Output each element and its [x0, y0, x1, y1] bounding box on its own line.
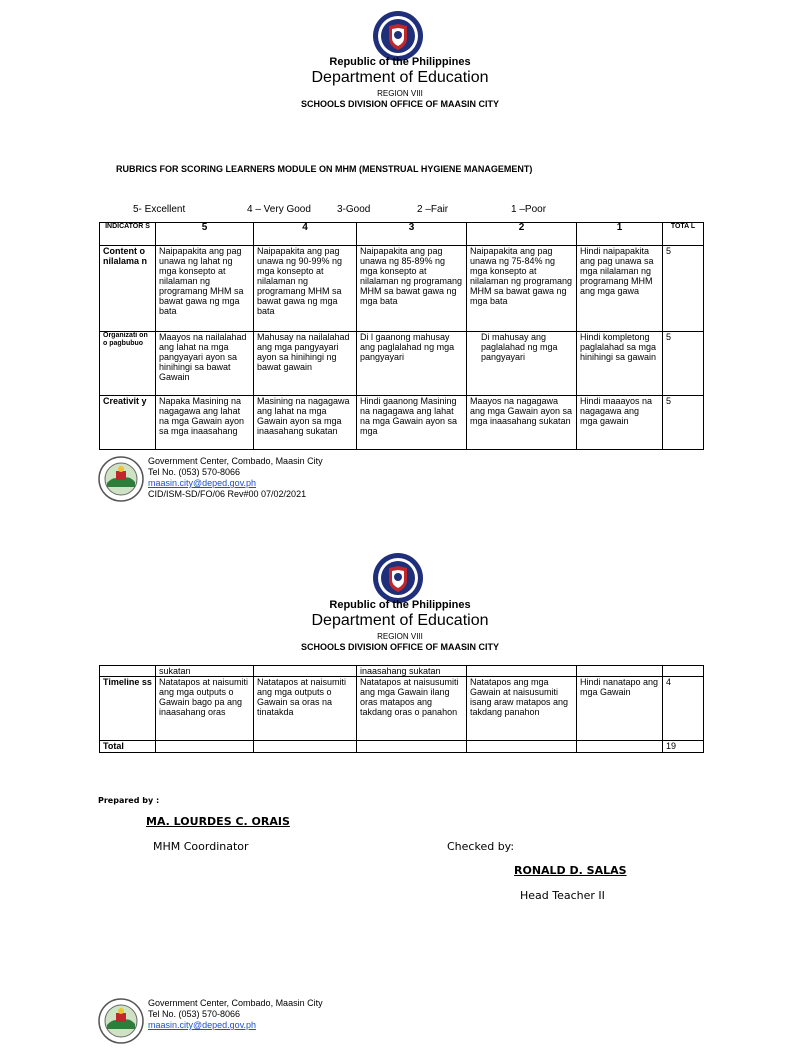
checked-by-label: Checked by:	[447, 840, 515, 853]
region-label: REGION VIII	[377, 632, 423, 641]
table-cell: Hindi kompletong paglalahad sa mga hinihingi sa gawain	[577, 332, 663, 396]
footer-address: Government Center, Combado, Maasin City	[148, 998, 323, 1008]
header-score-3: 3	[357, 223, 467, 246]
rubric-table-continued	[99, 665, 704, 753]
criterion-cell: Organizati on o pagbubuo	[100, 332, 156, 396]
division-label: SCHOOLS DIVISION OFFICE OF MAASIN CITY	[300, 99, 499, 109]
table-cell: inaasahang sukatan	[357, 666, 467, 677]
total-cell: 5	[663, 332, 704, 396]
table-cell: Natatapos ang mga Gawain at naisusumiti isang araw matapos ang takdang panahon	[467, 677, 577, 741]
table-cell: Natatapos at naisumiti ang mga outputs o Gawain sa oras na tinatakda	[254, 677, 357, 741]
table-row-continued	[100, 666, 704, 677]
table-cell: Natatapos at naisusumiti ang mga Gawain ilang oras matapos ang takdang oras o panahon	[357, 677, 467, 741]
table-cell: Di mahusay ang paglalahad ng mga pangyayari	[467, 332, 577, 396]
total-row-label: Total	[100, 741, 156, 753]
total-cell: 5	[663, 246, 704, 332]
table-header-row	[100, 223, 704, 246]
table-cell: Hindi maaayos na nagagawa ang mga gawain	[577, 396, 663, 450]
scale-fair: 2 –Fair	[417, 204, 449, 215]
table-row	[100, 246, 704, 332]
table-cell: Maayos na nagagawa ang mga Gawain ayon sa mga inaasahang sukatan	[467, 396, 577, 450]
deped-seal	[372, 552, 424, 604]
grand-total-cell: 19	[663, 741, 704, 753]
checker-name: RONALD D. SALAS	[514, 864, 627, 877]
total-row	[100, 741, 704, 753]
table-cell: Naipapakita ang pag unawa ng 85-89% ng mga konsepto at nilalaman ng programang MHM sa bawat gawa ng mga bata	[357, 246, 467, 332]
table-cell: Naipapakita ang pag unawa ng 90-99% ng mga konsepto at nilalaman ng programang MHM sa bawat gawa ng mga bata	[254, 246, 357, 332]
preparer-title: MHM Coordinator	[153, 840, 249, 853]
table-cell: Hindi gaanong Masining na nagagawa ang lahat na mga Gawain ayon sa mga	[357, 396, 467, 450]
table-row	[100, 396, 704, 450]
table-cell: Di l gaanong mahusay ang paglalahad ng mga pangyayari	[357, 332, 467, 396]
sdo-logo	[98, 998, 144, 1044]
table-cell: Hindi naipapakita ang pag unawa sa mga nilalaman ng programang MHM ang mga gawa	[577, 246, 663, 332]
header-score-5: 5	[156, 223, 254, 246]
header-score-2: 2	[467, 223, 577, 246]
table-row	[100, 677, 704, 741]
scale-poor: 1 –Poor	[511, 204, 547, 215]
department-label: Department of Education	[311, 612, 489, 629]
table-cell: Napaka Masining na nagagawa ang lahat na mga Gawain ayon sa mga inaasahang	[156, 396, 254, 450]
table-cell: Natatapos at naisumiti ang mga outputs o Gawain bago pa ang inaasahang oras	[156, 677, 254, 741]
footer-address: Government Center, Combado, Maasin City	[148, 456, 323, 466]
footer-email-link[interactable]: maasin.city@deped.gov.ph	[148, 1020, 257, 1030]
header-score-4: 4	[254, 223, 357, 246]
header-score-1: 1	[577, 223, 663, 246]
criterion-cell: Content o nilalama n	[100, 246, 156, 332]
table-cell: Masining na nagagawa ang lahat na mga Gawain ayon sa mga inaasahang sukatan	[254, 396, 357, 450]
department-label: Department of Education	[311, 69, 489, 86]
table-cell: Naipapakita ang pag unawa ng 75-84% ng mga konsepto at nilalaman ng programang MHM sa bawat gawa ng mga bata	[467, 246, 577, 332]
total-cell: 5	[663, 396, 704, 450]
scale-very-good: 4 – Very Good	[247, 204, 311, 215]
scale-good: 3-Good	[337, 204, 371, 215]
region-label: REGION VIII	[377, 89, 423, 98]
division-label: SCHOOLS DIVISION OFFICE OF MAASIN CITY	[300, 642, 499, 652]
table-cell: Mahusay na nailalahad ang mga pangyayari ayon sa hinihingi ng bawat gawain	[254, 332, 357, 396]
header-total: TOTA L	[663, 223, 704, 246]
preparer-name: MA. LOURDES C. ORAIS	[146, 815, 290, 828]
checker-title: Head Teacher II	[520, 889, 605, 902]
criterion-cell: Timeline ss	[100, 677, 156, 741]
table-cell: sukatan	[156, 666, 254, 677]
table-cell: Hindi nanatapo ang mga Gawain	[577, 677, 663, 741]
rubric-table	[99, 222, 704, 450]
criterion-cell: Creativit y	[100, 396, 156, 450]
total-cell: 4	[663, 677, 704, 741]
footer-email-link[interactable]: maasin.city@deped.gov.ph	[148, 478, 257, 488]
page-footer	[98, 998, 398, 1030]
header-indicators: INDICATOR S	[100, 223, 156, 246]
republic-label: Republic of the Philippines	[329, 56, 471, 68]
rubric-title: RUBRICS FOR SCORING LEARNERS MODULE ON MHM (MENSTRUAL HYGIENE MANAGEMENT)	[116, 164, 533, 174]
footer-doc-code: CID/ISM-SD/FO/06 Rev#00 07/02/2021	[148, 489, 307, 499]
republic-label: Republic of the Philippines	[329, 599, 471, 611]
scale-excellent: 5- Excellent	[133, 204, 186, 215]
prepared-by-label: Prepared by :	[98, 796, 160, 805]
sdo-logo	[98, 456, 144, 502]
footer-tel: Tel No. (053) 570-8066	[148, 1009, 241, 1019]
footer-tel: Tel No. (053) 570-8066	[148, 467, 241, 477]
table-cell: Naipapakita ang pag unawa ng lahat ng mga konsepto at nilalaman ng programang MHM sa bawat gawa ng mga bata	[156, 246, 254, 332]
table-cell: Maayos na nailalahad ang lahat na mga pangyayari ayon sa hinihingi sa bawat Gawain	[156, 332, 254, 396]
deped-seal	[372, 10, 424, 62]
table-row	[100, 332, 704, 396]
